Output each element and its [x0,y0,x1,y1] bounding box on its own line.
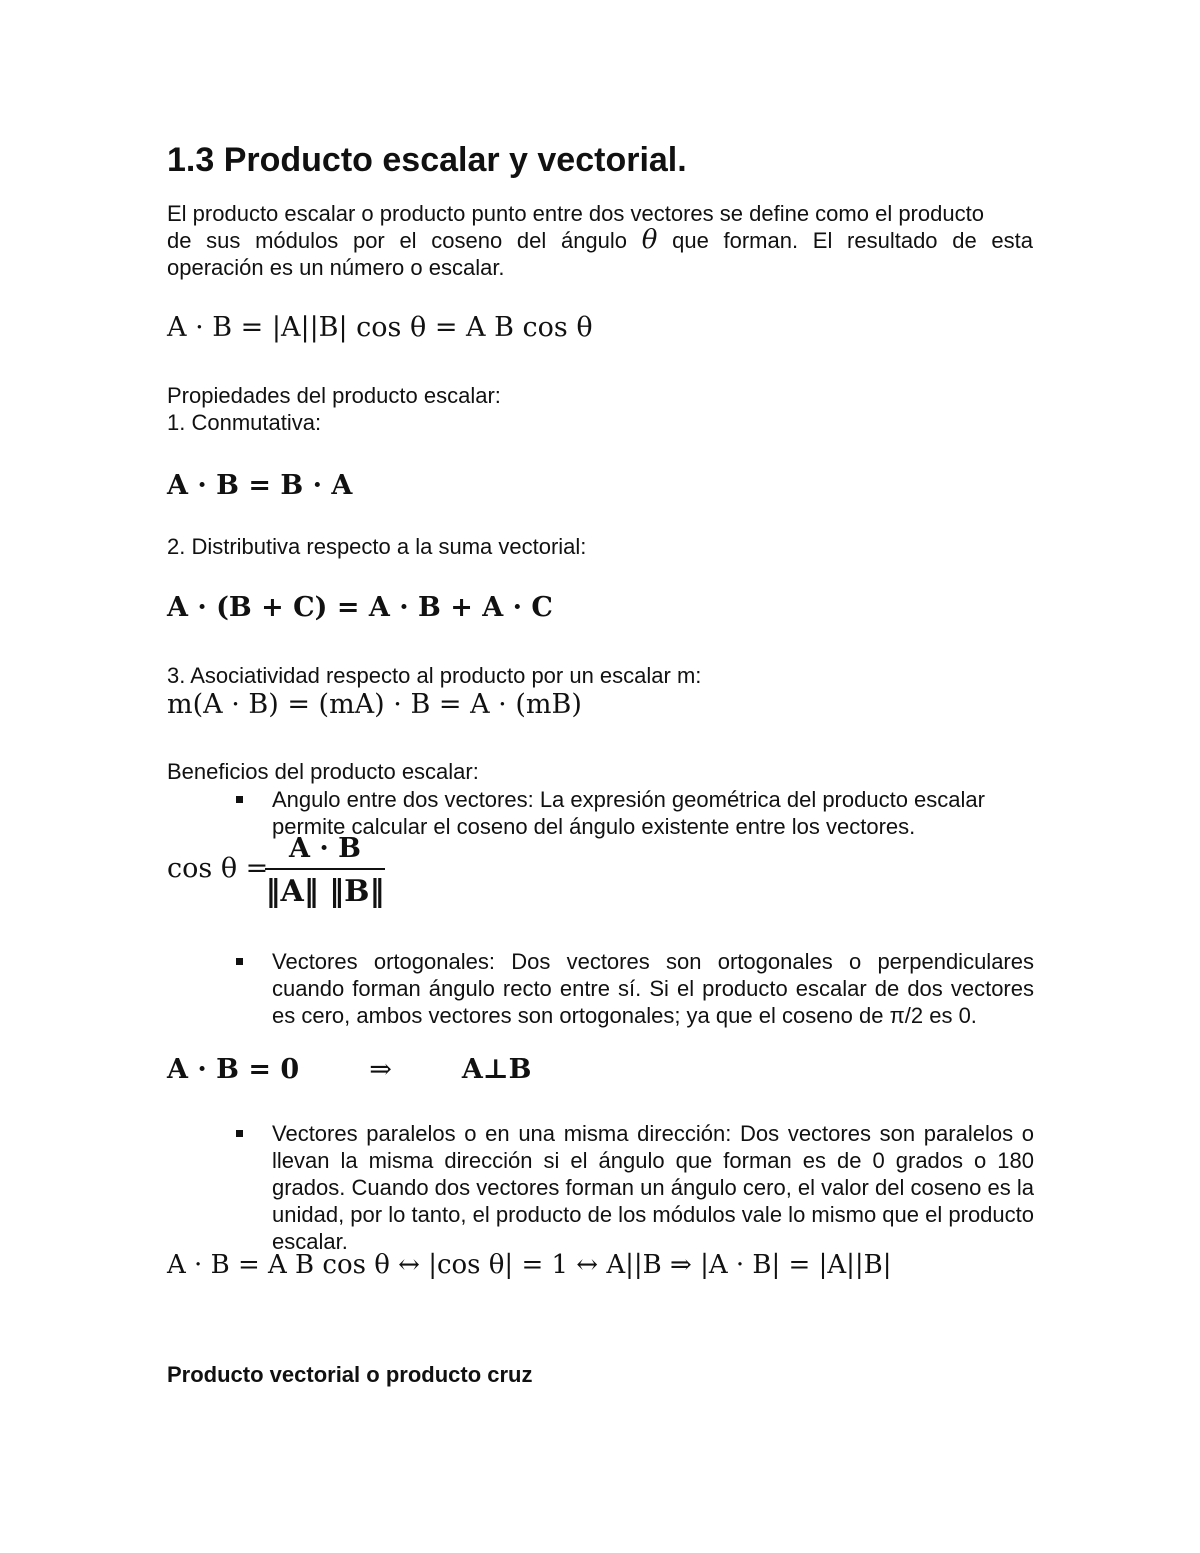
cosine-formula-fraction [265,833,385,909]
property-2-label: 2. Distributiva respecto a la suma vectorial: [167,534,587,559]
bullet-marker [236,1130,243,1137]
benefit-2-text: Vectores ortogonales: Dos vectores son ortogonales o perpendiculares cuando forman ángulo recto entre sí. Si el producto escalar de dos vectores es cero, ambos vectores son ortogonales; ya que el coseno de π/2 es 0. [272,949,1034,1028]
benefit-1-line-2: permite calcular el coseno del ángulo existente entre los vectores. [272,814,916,839]
equation-orthogonal-rhs: A⊥B [461,1054,532,1085]
implies-arrow: ⇒ [369,1054,392,1085]
properties-heading: Propiedades del producto escalar: [167,383,501,408]
theta-symbol: θ [641,225,658,255]
property-1-label: 1. Conmutativa: [167,410,322,435]
intro-line-2 [167,227,1033,254]
bullet-marker [236,958,243,965]
equation-orthogonal-lhs: A · B = 0 [167,1054,300,1085]
equation-associative: m(A · B) = (mA) · B = A · (mB) [167,689,582,720]
equation-parallel: A · B = A B cos θ ↔ |cos θ| = 1 ↔ A||B ⇒ |A · B| = |A||B| [167,1250,892,1280]
cosine-formula-denominator: ‖A‖ ‖B‖ [265,874,385,909]
property-3-label: 3. Asociatividad respecto al producto por un escalar m: [167,663,702,688]
benefits-heading: Beneficios del producto escalar: [167,759,479,784]
equation-definition: A · B = |A||B| cos θ = A B cos θ [167,312,593,343]
page-title: 1.3 Producto escalar y vectorial. [167,141,687,179]
equation-distributive: A · (B + C) = A · B + A · C [167,592,553,623]
bullet-marker [236,796,243,803]
cosine-formula-lhs: cos θ = [167,853,269,884]
equation-commutative: A · B = B · A [167,470,353,501]
benefit-1-line-1: Angulo entre dos vectores: La expresión geométrica del producto escalar [272,787,985,812]
cosine-formula-numerator: A · B [265,833,385,870]
intro-line-3: operación es un número o escalar. [167,255,505,280]
section-2-title: Producto vectorial o producto cruz [167,1362,533,1387]
intro-line-2-post: que forman. El resultado de esta [672,228,1033,253]
equation-orthogonal [167,1054,532,1085]
intro-line-2-pre: de sus módulos por el coseno del ángulo [167,228,628,253]
intro-line-1: El producto escalar o producto punto entre dos vectores se define como el producto [167,201,984,226]
benefit-3-text: Vectores paralelos o en una misma dirección: Dos vectores son paralelos o llevan la misma dirección si el ángulo que forman es de 0 grados o 180 grados. Cuando dos vectores forman un ángulo cero, el valor del coseno es la unidad, por lo tanto, el producto de los módulos vale lo mismo que el producto escalar. [272,1121,1034,1254]
